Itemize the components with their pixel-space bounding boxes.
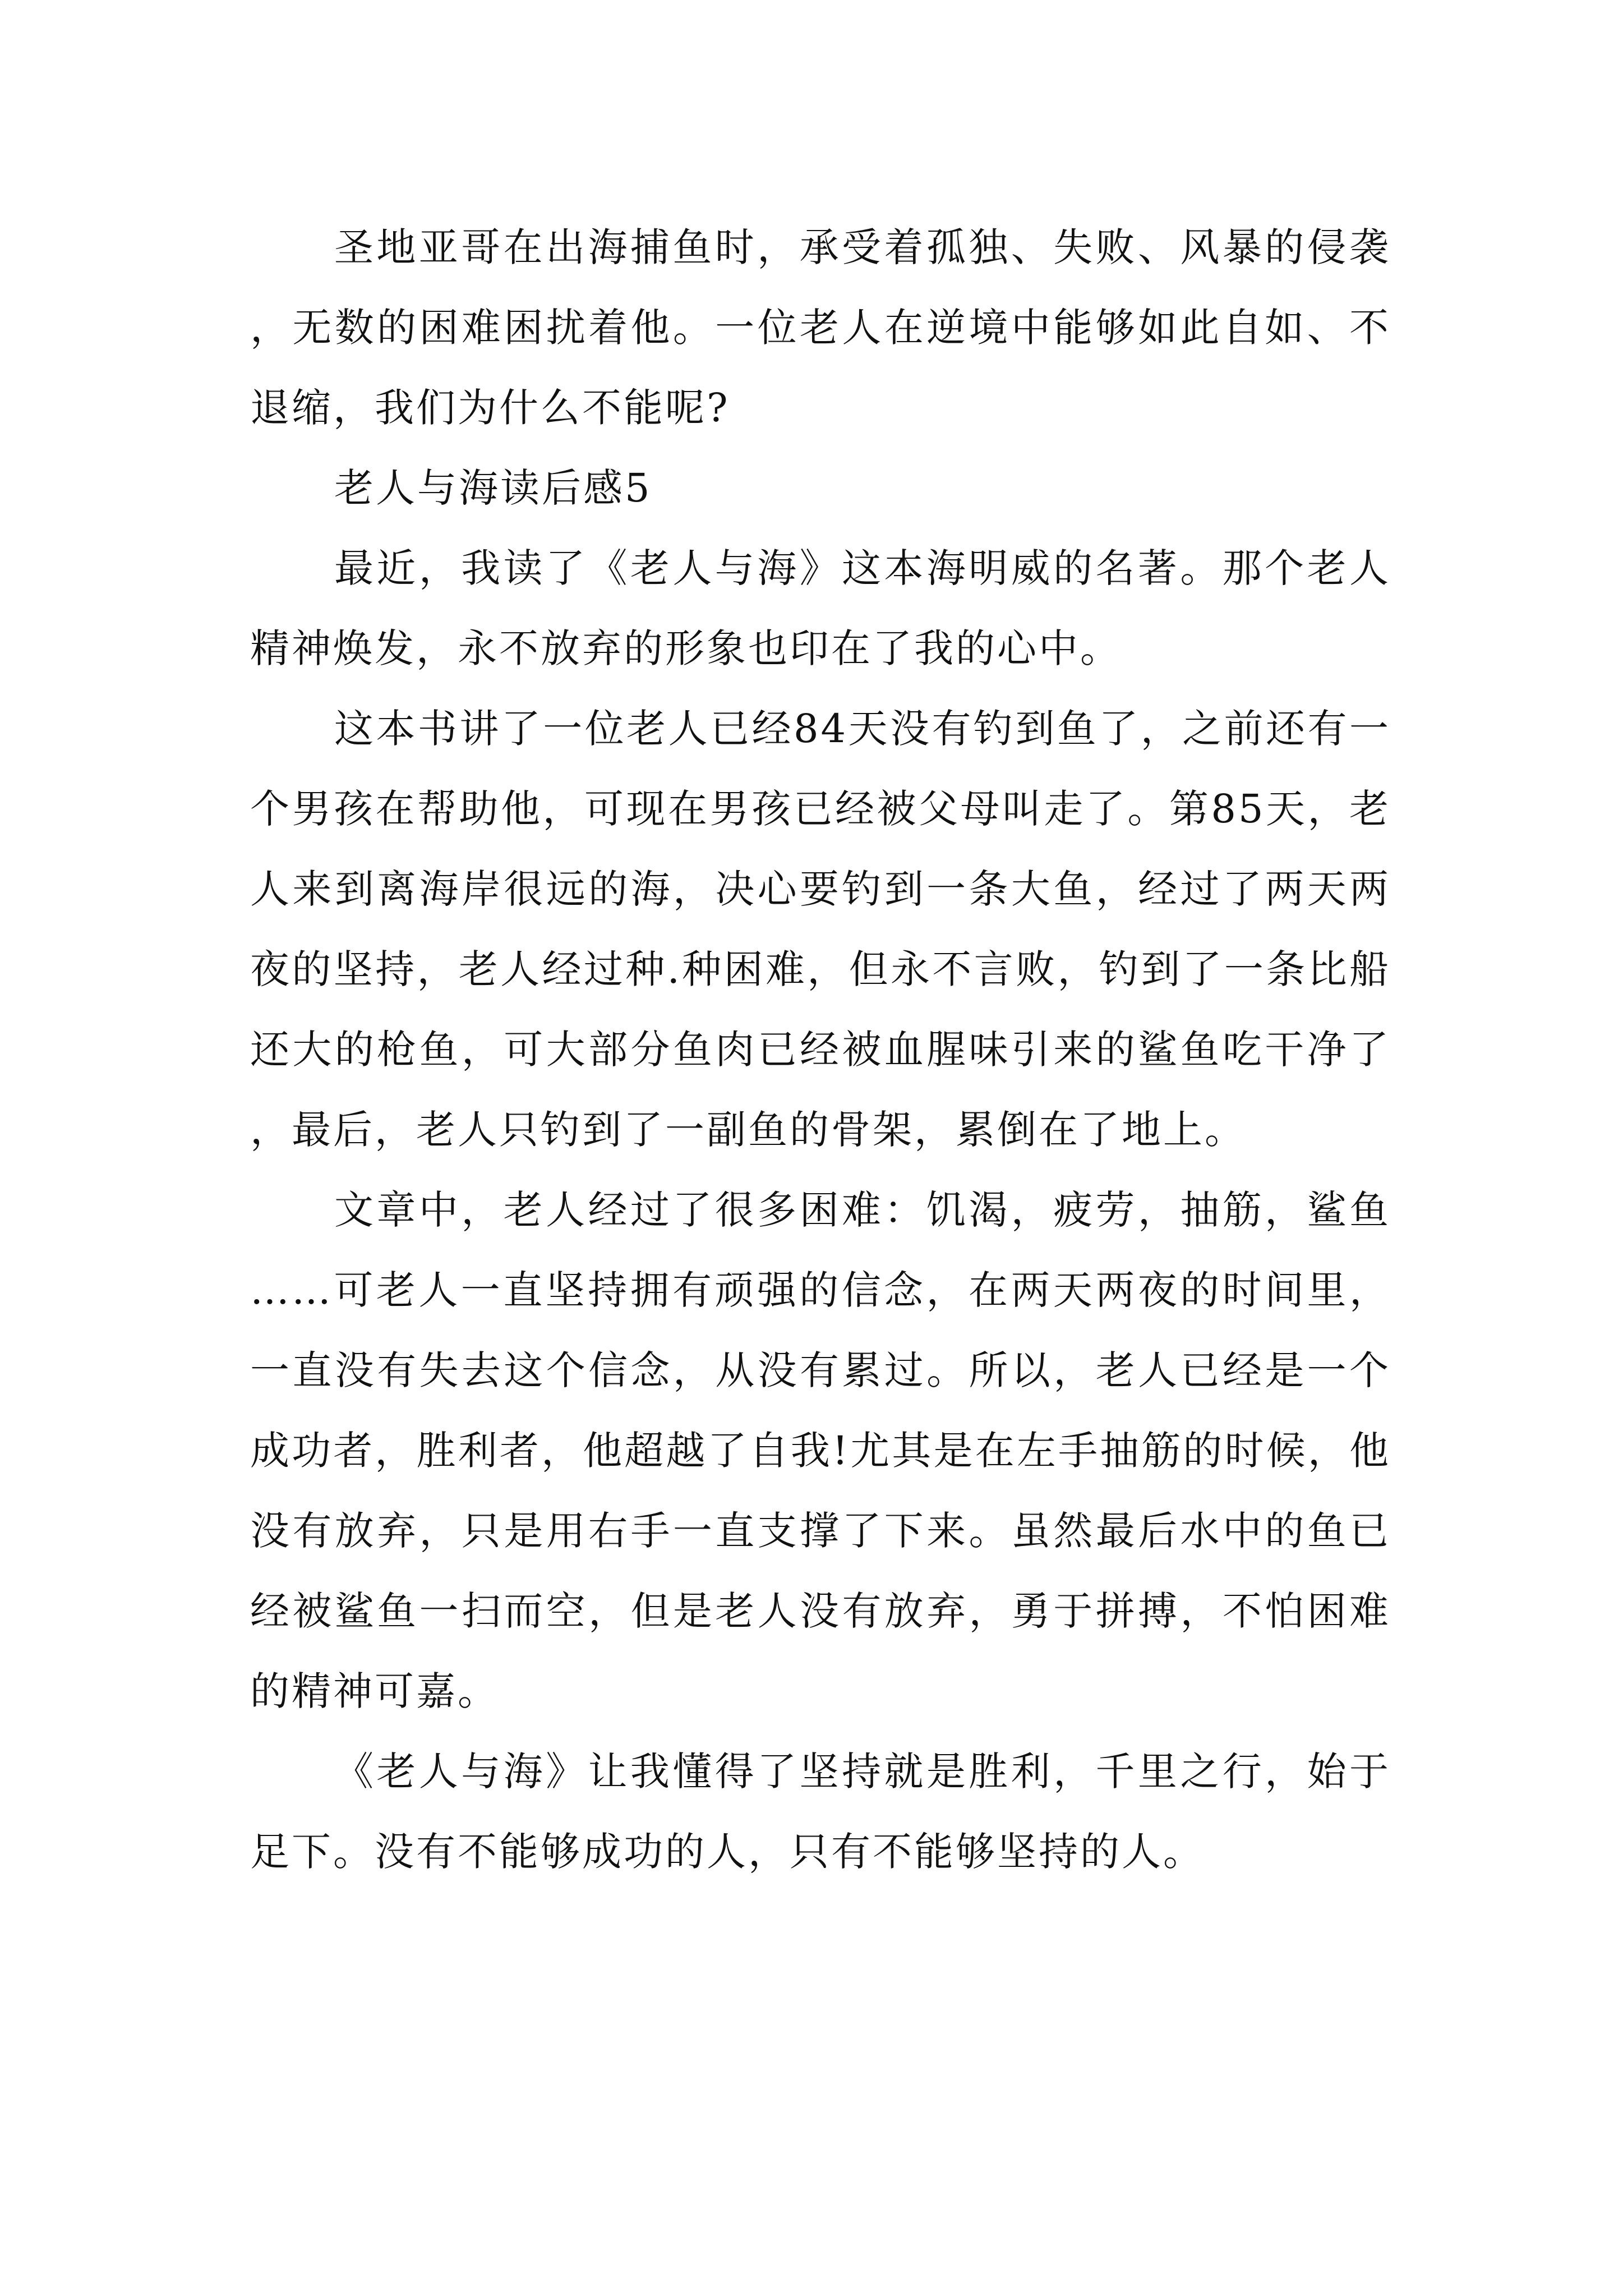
paragraph-reflection: 文章中，老人经过了很多困难：饥渴，疲劳，抽筋，鲨鱼……可老人一直坚持拥有顽强的信念，在两天两夜的时间里，一直没有失去这个信念，从没有累过。所以，老人已经是一个成功者，胜利者，他超越了自我!尤其是在左手抽筋的时候，他没有放弃，只是用右手一直支撑了下来。虽然最后水中的鱼已经被鲨鱼一扫而空，但是老人没有放弃，勇于拼搏，不怕困难的精神可嘉。	[250, 1187, 1391, 1714]
paragraph-intro: 最近，我读了《老人与海》这本海明威的名著。那个老人精神焕发，永不放弃的形象也印在了我的心中。	[250, 545, 1391, 671]
section-heading: 老人与海读后感5	[334, 465, 652, 511]
paragraph-conclusion: 《老人与海》让我懂得了坚持就是胜利，千里之行，始于足下。没有不能够成功的人，只有不能够坚持的人。	[250, 1749, 1391, 1875]
paragraph-santiago: 圣地亚哥在出海捕鱼时，承受着孤独、失败、风暴的侵袭，无数的困难困扰着他。一位老人在逆境中能够如此自如、不退缩，我们为什么不能呢?	[250, 224, 1391, 431]
document-body	[250, 208, 1391, 1892]
paragraph-story: 这本书讲了一位老人已经84天没有钓到鱼了，之前还有一个男孩在帮助他，可现在男孩已经被父母叫走了。第85天，老人来到离海岸很远的海，决心要钓到一条大鱼，经过了两天两夜的坚持，老人经过种.种困难，但永不言败，钓到了一条比船还大的枪鱼，可大部分鱼肉已经被血腥味引来的鲨鱼吃干净了，最后，老人只钓到了一副鱼的骨架，累倒在了地上。	[250, 706, 1391, 1153]
